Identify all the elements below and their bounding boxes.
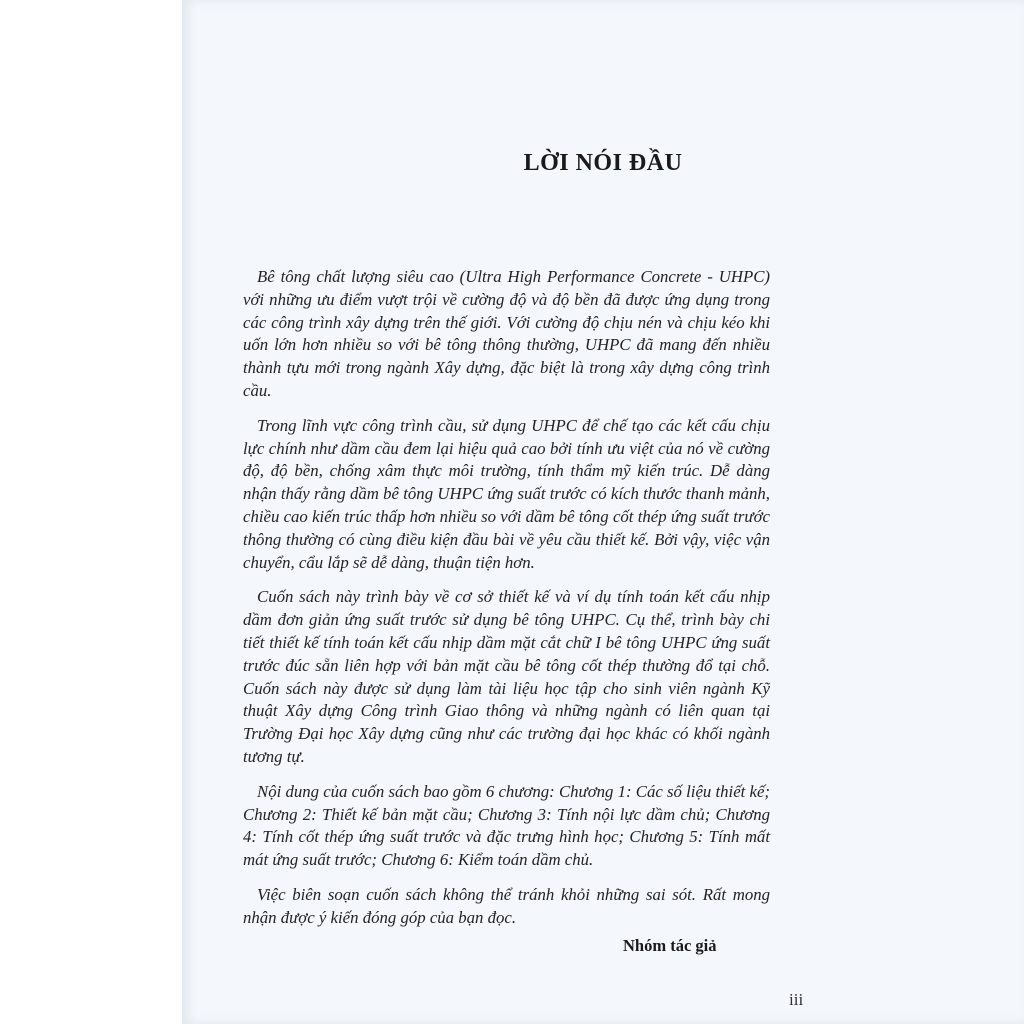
page-sheet: [182, 0, 1024, 1024]
paragraph-closing: Việc biên soạn cuốn sách không thể tránh khỏi những sai sót. Rất mong nhận được ý kiến đóng góp của bạn đọc.: [243, 884, 770, 927]
paragraph-intro: Bê tông chất lượng siêu cao (Ultra High Performance Concrete - UHPC) với những ưu điểm vượt trội về cường độ và độ bền đã được ứng dụng trong các công trình xây dựng trên thế giới. Với cường độ chịu nén và chịu kéo khi uốn lớn hơn nhiều so với bê tông thông thường, UHPC đã mang đến nhiều thành tựu mới trong ngành Xây dựng, đặc biệt là trong xây dựng công trình cầu.: [243, 267, 770, 400]
preface-body: [243, 266, 770, 942]
author-signature: Nhóm tác giả: [623, 936, 717, 955]
paragraph-bridge-application: Trong lĩnh vực công trình cầu, sử dụng UHPC để chế tạo các kết cấu chịu lực chính như dầm cầu đem lại hiệu quả cao bởi tính ưu việt của nó về cường độ, độ bền, chống xâm thực môi trường, tính thẩm mỹ kiến trúc. Dễ dàng nhận thấy rằng dầm bê tông UHPC ứng suất trước có kích thước thanh mảnh, chiều cao kiến trúc thấp hơn nhiều so với dầm bê tông cốt thép ứng suất trước thông thường có cùng điều kiện đầu bài về yêu cầu thiết kế. Bởi vậy, việc vận chuyển, cẩu lắp sẽ dễ dàng, thuận tiện hơn.: [243, 415, 770, 572]
page-title: LỜI NÓI ĐẦU: [523, 150, 683, 176]
left-margin: [0, 0, 182, 1024]
page-number: iii: [789, 990, 804, 1009]
paragraph-book-content: Cuốn sách này trình bày về cơ sở thiết kế và ví dụ tính toán kết cấu nhịp dầm đơn giản ứng suất trước sử dụng bê tông UHPC. Cụ thể, trình bày chi tiết thiết kế tính toán kết cấu nhịp dầm mặt cắt chữ I bê tông UHPC ứng suất trước đúc sẵn liên hợp với bản mặt cầu bê tông cốt thép thường đổ tại chỗ. Cuốn sách này được sử dụng làm tài liệu học tập cho sinh viên ngành Kỹ thuật Xây dựng Công trình Giao thông và những ngành có liên quan tại Trường Đại học Xây dựng cũng như các trường đại học khác có khối ngành tương tự.: [243, 587, 770, 766]
paragraph-chapters: Nội dung của cuốn sách bao gồm 6 chương: Chương 1: Các số liệu thiết kế; Chương 2: Thiết kế bản mặt cầu; Chương 3: Tính nội lực dầm chủ; Chương 4: Tính cốt thép ứng suất trước và đặc trưng hình học; Chương 5: Tính mất mát ứng suất trước; Chương 6: Kiểm toán dầm chủ.: [243, 781, 771, 870]
